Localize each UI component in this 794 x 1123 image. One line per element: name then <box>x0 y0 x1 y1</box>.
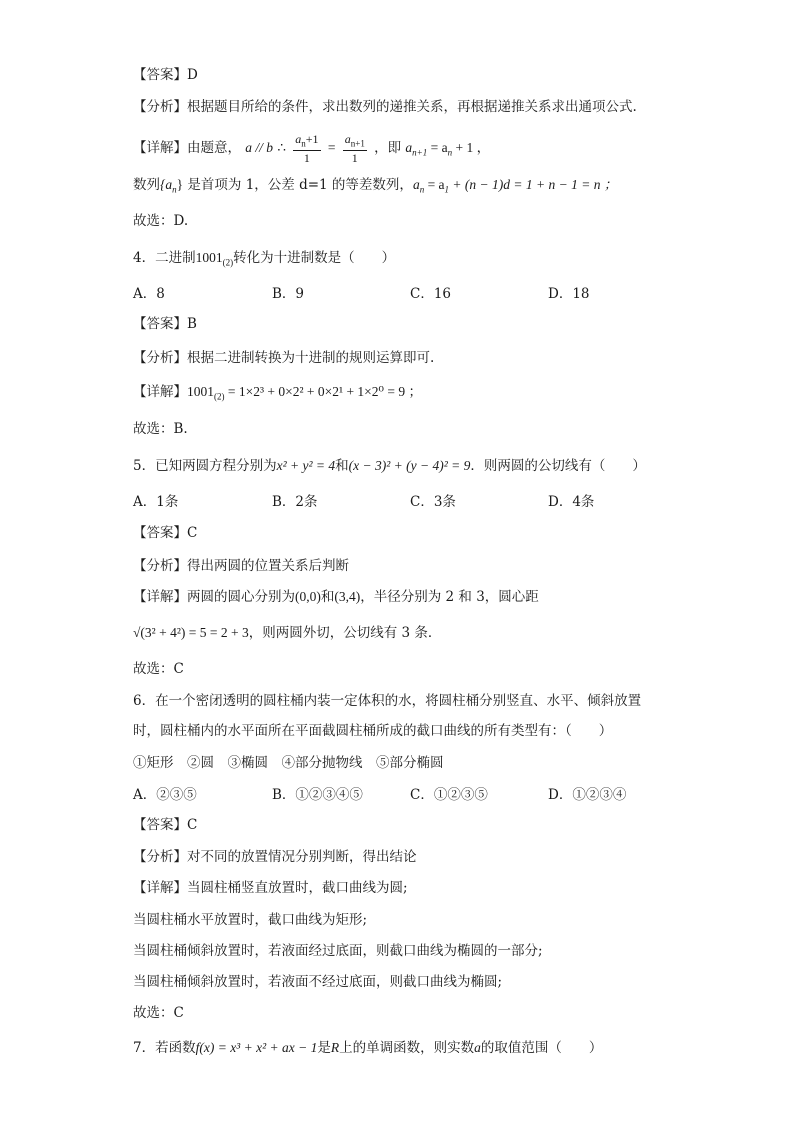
q7-domain-R: R <box>330 1040 340 1055</box>
q6-stem-line-1: 6．在一个密闭透明的圆柱桶内装一定体积的水，将圆柱桶分别竖直、水平、倾斜放置 <box>133 693 642 709</box>
q5-detail-line-2: √(3² + 4²) = 5 = 2 + 3，则两圆外切，公切线有 3 条． <box>133 625 442 641</box>
q3-equals: = <box>327 140 336 156</box>
q5-answer: 【答案】C <box>133 525 198 541</box>
q3-detail-label: 【详解】由题意， <box>133 140 241 157</box>
q4-option-c: C．16 <box>410 286 452 302</box>
q6-analysis: 【分析】对不同的放置情况分别判断，得出结论 <box>133 849 417 865</box>
q3-detail-vector: a // b <box>245 140 274 156</box>
q4-stem: 4．二进制$1001_{(2)}$转化为十进制数是（ ） <box>133 250 396 268</box>
q4-detail: 【详解】$1001_{(2)} = 1\times 2^3 + 0\times 2^2 + 0\times 2^1 + 1\times 2^0 = 9$ ； <box>133 384 422 402</box>
q4-option-b: B．9 <box>272 286 305 302</box>
q3-fraction-1: $\frac{a_n+1}{1}$ <box>295 132 319 166</box>
q5-center-1: (0,0) <box>295 589 321 604</box>
q3-therefore: ∴ <box>277 140 286 156</box>
q5-distance-formula: √(3² + 4²) = 5 = 2 + 3 <box>133 625 249 640</box>
q5-choose: 故选：C <box>133 661 184 677</box>
q5-analysis: 【分析】得出两圆的位置关系后判断 <box>133 558 349 574</box>
q4-option-d: D．18 <box>548 286 590 302</box>
q6-option-d: D．①②③④ <box>548 787 627 803</box>
q6-detail-1: 【详解】当圆柱桶竖直放置时，截口曲线为圆; <box>133 880 408 896</box>
q4-conversion-formula: $1001_{(2)} = 1\times 2^3 + 0\times 2^2 + 0\times 2^1 + 1\times 2^0 = 9$ ； <box>187 384 422 402</box>
q3-detail-tail: ，即 <box>374 140 402 157</box>
q4-answer: 【答案】B <box>133 316 197 332</box>
q3-analysis: 【分析】根据题目所给的条件，求出数列的递推关系，再根据递推关系求出通项公式. <box>133 99 637 115</box>
q5-center-2: (3,4) <box>334 589 361 604</box>
q3-general-term: $a_n = a_1 + (n - 1)d = 1 + n - 1 = n$ ； <box>412 177 618 195</box>
q6-option-a: A．②③⑤ <box>133 787 197 803</box>
q3-sequence-symbol: $\{a_n\}$ <box>160 177 184 195</box>
q5-stem: 5．已知两圆方程分别为x² + y² = 4和(x − 3)² + (y − 4)² = 9．则两圆的公切线有（ ） <box>133 458 646 474</box>
q4-option-a: A．8 <box>133 286 165 302</box>
q3-choose: 故选：D. <box>133 213 189 229</box>
q6-answer: 【答案】C <box>133 817 198 833</box>
q3-answer: 【答案】D <box>133 67 198 83</box>
q6-option-b: B．①②③④⑤ <box>272 787 363 803</box>
q7-function: f(x) = x³ + x² + ax − 1 <box>195 1040 318 1055</box>
q5-detail-line-1: 【详解】两圆的圆心分别为(0,0)和(3,4)，半径分别为 2 和 3，圆心距 <box>133 589 539 605</box>
q4-analysis: 【分析】根据二进制转换为十进制的规则运算即可. <box>133 350 435 366</box>
q6-choose: 故选：C <box>133 1005 184 1021</box>
q7-stem: 7．若函数f(x) = x³ + x² + ax − 1是R上的单调函数，则实数a的取值范围（ ） <box>133 1040 603 1056</box>
q5-option-d: D．4条 <box>548 494 595 510</box>
q3-sequence-line: 数列$\{a_n\}$ 是首项为 1，公差 d=1 的等差数列，$a_n = a_1 + (n - 1)d = 1 + n - 1 = n$ ； <box>133 177 618 195</box>
q5-option-c: C．3条 <box>410 494 456 510</box>
q3-detail-line <box>133 132 490 165</box>
q4-choose: 故选：B. <box>133 421 188 437</box>
q5-circle-1: x² + y² = 4 <box>276 458 336 473</box>
q6-option-c: C．①②③⑤ <box>410 787 488 803</box>
q3-recurrence: $a_{n+1} = a_n + 1$ ， <box>405 140 491 158</box>
q6-detail-2: 当圆柱桶水平放置时，截口曲线为矩形; <box>133 912 368 928</box>
q6-stem-line-2: 时，圆柱桶内的水平面所在平面截圆柱桶所成的截口曲线的所有类型有：（ ） <box>133 723 613 739</box>
q4-binary-number: $1001_{(2)}$ <box>195 250 234 268</box>
q6-detail-3: 当圆柱桶倾斜放置时，若液面经过底面，则截口曲线为椭圆的一部分; <box>133 943 543 959</box>
q7-parameter-a: a <box>474 1040 481 1055</box>
q6-items: ①矩形 ②圆 ③椭圆 ④部分抛物线 ⑤部分椭圆 <box>133 755 444 771</box>
q3-fraction-2: $\frac{a_{n+1}}{1}$ <box>344 132 365 166</box>
q5-option-a: A．1条 <box>133 494 179 510</box>
q5-circle-2: (x − 3)² + (y − 4)² = 9 <box>348 458 471 473</box>
q6-detail-4: 当圆柱桶倾斜放置时，若液面不经过底面，则截口曲线为椭圆; <box>133 974 503 990</box>
q5-option-b: B．2条 <box>272 494 318 510</box>
